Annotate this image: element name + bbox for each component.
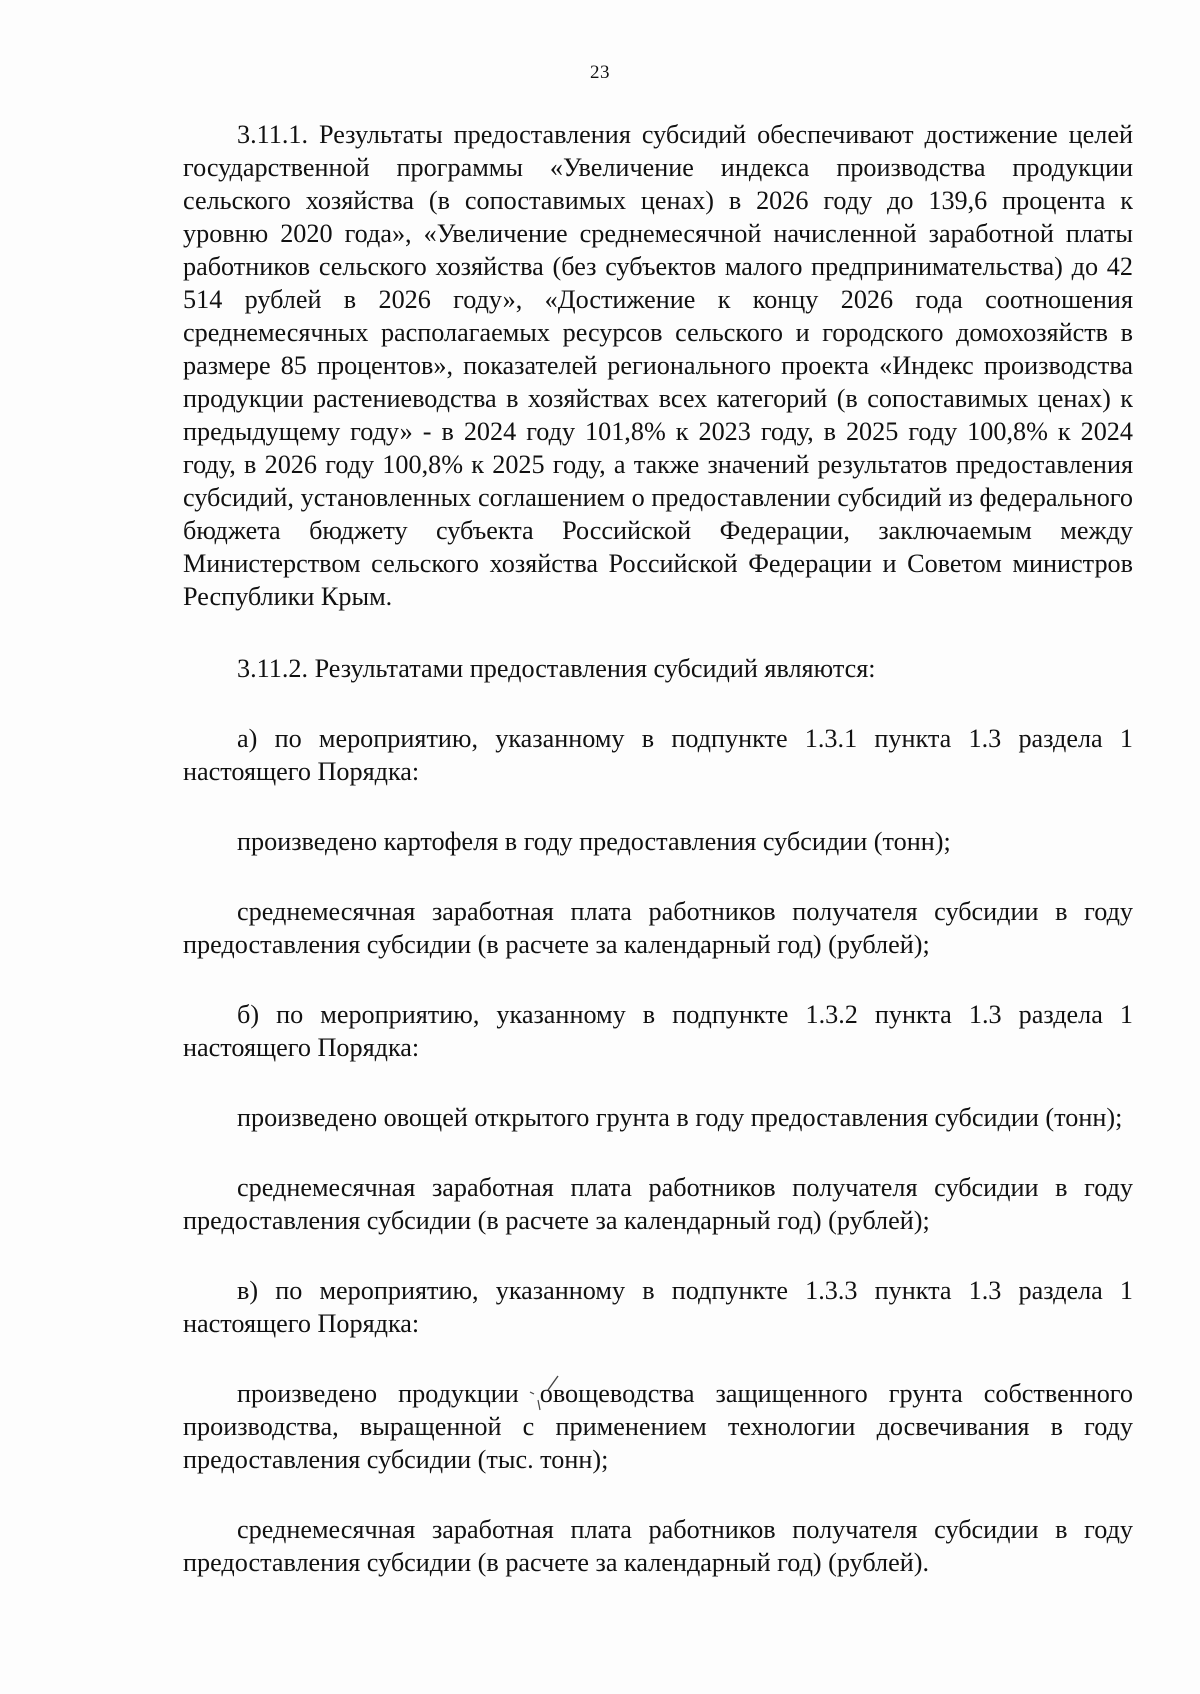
paragraph-item-v: в) по мероприятию, указанному в подпункте 1.3.3 пункта 1.3 раздела 1 настоящего Порядка:: [183, 1276, 1133, 1338]
document-body: [183, 118, 1133, 1579]
paragraph-item-b: б) по мероприятию, указанному в подпункте 1.3.2 пункта 1.3 раздела 1 настоящего Порядка:: [183, 1000, 1133, 1062]
paragraph-3-11-1: 3.11.1. Результаты предоставления субсидий обеспечивают достижение целей государственной программы «Увеличение индекса производства продукции сельского хозяйства (в сопоставимых ценах) в 2026 году до 139,6 процента к уровню 2020 года», «Увеличение среднемесячной начисленной заработной платы работников сельского хозяйства (без субъектов малого предпринимательства) до 42 514 рублей в 2026 году», «Достижение к концу 2026 года соотношения среднемесячных располагаемых ресурсов сельского и городского домохозяйств в размере 85 процентов», показателей регионального проекта «Индекс производства продукции растениеводства в хозяйствах всех категорий (в сопоставимых ценах) к предыдущему году» - в 2024 году 101,8% к 2023 году, в 2025 году 100,8% к 2024 году, в 2026 году 100,8% к 2025 году, а также значений результатов предоставления субсидий, установленных соглашением о предоставлении субсидий из федерального бюджета бюджету субъекта Российской Федерации, заключаемым между Министерством сельского хозяйства Российской Федерации и Советом министров Республики Крым.: [183, 120, 1133, 611]
paragraph-3-11-2: 3.11.2. Результатами предоставления субсидий являются:: [237, 654, 876, 683]
page-number: 23: [590, 62, 610, 83]
scan-mark: [520, 1370, 580, 1430]
paragraph-item-v-result-2: среднемесячная заработная плата работников получателя субсидии в году предоставления субсидии (в расчете за календарный год) (рублей).: [183, 1515, 1133, 1577]
paragraph-item-v-result-1: произведено продукции овощеводства защищенного грунта собственного производства, выращенной с применением технологии досвечивания в году предоставления субсидии (тыс. тонн);: [183, 1379, 1133, 1474]
paragraph-item-a-result-2: среднемесячная заработная плата работников получателя субсидии в году предоставления субсидии (в расчете за календарный год) (рублей);: [183, 897, 1133, 959]
paragraph-item-a-result-1: произведено картофеля в году предоставления субсидии (тонн);: [237, 827, 951, 856]
paragraph-item-b-result-1: произведено овощей открытого грунта в году предоставления субсидии (тонн);: [237, 1103, 1123, 1132]
paragraph-item-b-result-2: среднемесячная заработная плата работников получателя субсидии в году предоставления субсидии (в расчете за календарный год) (рублей);: [183, 1173, 1133, 1235]
paragraph-item-a: а) по мероприятию, указанному в подпункте 1.3.1 пункта 1.3 раздела 1 настоящего Порядка:: [183, 724, 1133, 786]
